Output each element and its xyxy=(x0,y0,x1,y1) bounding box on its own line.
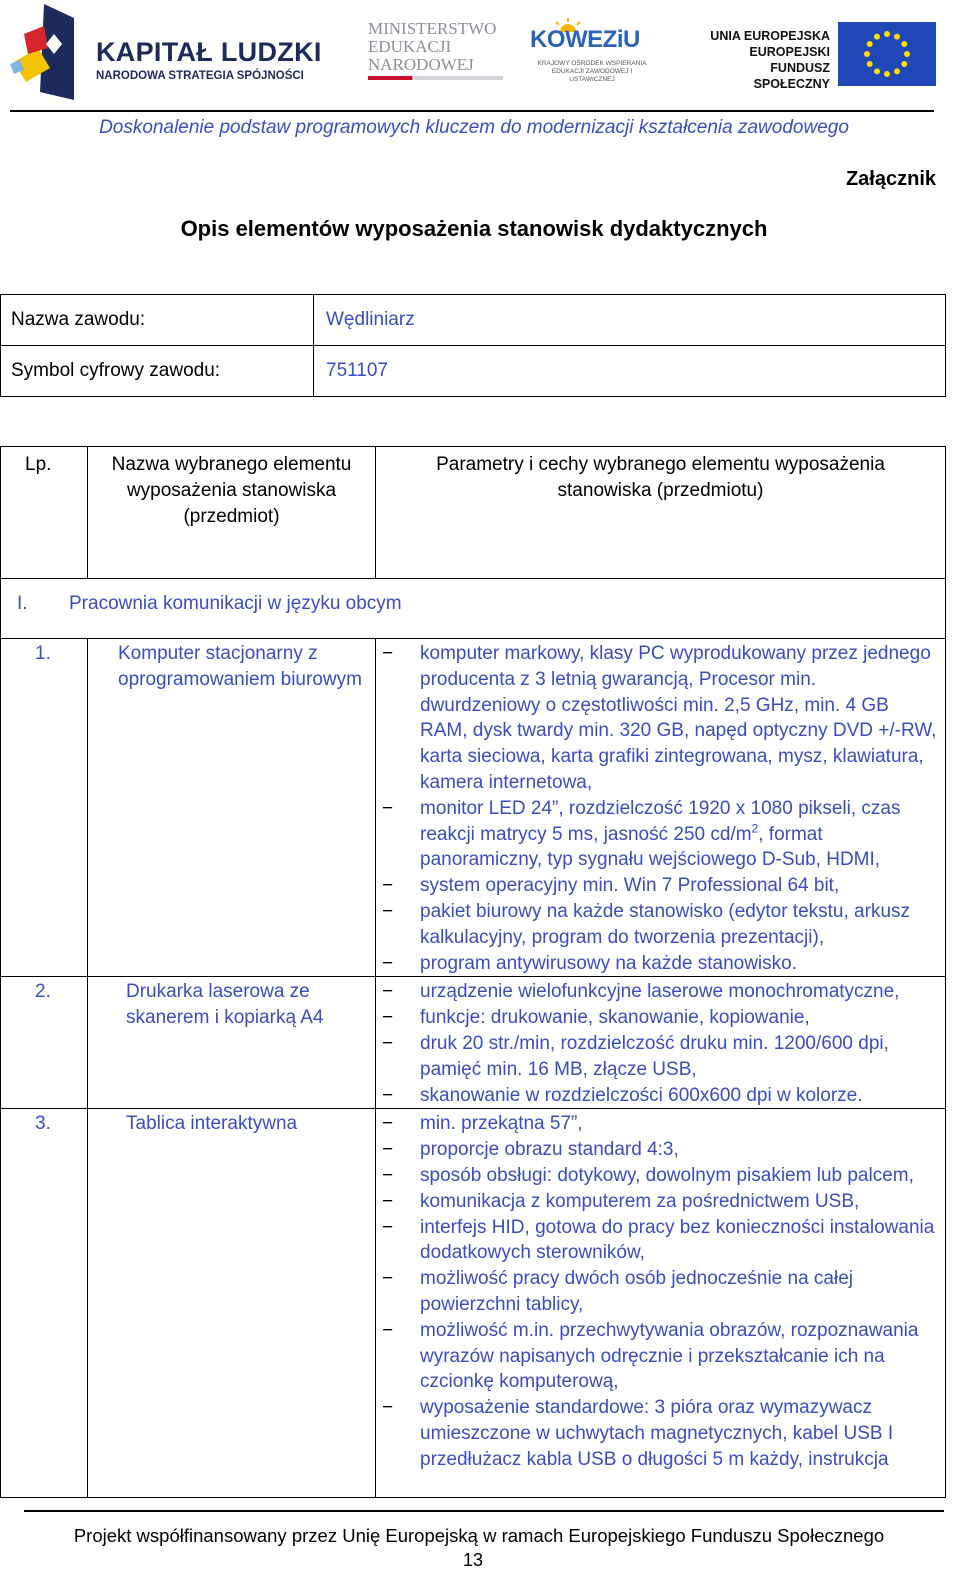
kapital-ludzki-subtitle: NARODOWA STRATEGIA SPÓJNOŚCI xyxy=(96,70,304,82)
header-name: Nazwa wybranego elementu wyposażenia stanowiska (przedmiot) xyxy=(88,447,376,579)
eu-star-icon xyxy=(894,68,900,74)
koweziu-subtitle: KRAJOWY OŚRODEK WSPIERANIA EDUKACJI ZAWODOWEJ I USTAWICZNEJ xyxy=(537,60,647,83)
param-item: − pakiet biurowy na każde stanowisko (edytor tekstu, arkusz kalkulacyjny, program do tworzenia prezentacji), xyxy=(376,899,937,951)
row-name: Tablica interaktywna xyxy=(88,1109,376,1498)
param-item: − interfejs HID, gotowa do pracy bez konieczności instalowania dodatkowych sterowników, xyxy=(376,1215,937,1267)
eu-star-icon xyxy=(874,34,880,40)
param-item: − wyposażenie standardowe: 3 pióra oraz wymazywacz umieszczone w uchwytach magnetycznych, kabel USB I przedłużacz kabla USB o długości 5 m każdy, instrukcja xyxy=(376,1395,937,1472)
header-params: Parametry i cechy wybranego elementu wyposażenia stanowiska (przedmiotu) xyxy=(376,447,946,579)
eu-star-icon xyxy=(901,41,907,47)
param-item: − system operacyjny min. Win 7 Professional 64 bit, xyxy=(376,873,937,899)
param-item: − proporcje obrazu standard 4:3, xyxy=(376,1137,937,1163)
table-header-row xyxy=(1,447,946,579)
section-title: Pracownia komunikacji w języku obcym xyxy=(69,593,402,614)
page-number: 13 xyxy=(462,1550,484,1570)
eu-star-icon xyxy=(867,41,873,47)
param-item: − komputer markowy, klasy PC wyprodukowany przez jednego producenta z 3 letnią gwarancją, Procesor min. dwurdzeniowy o częstotliwości min. 2,5 GHz, min. 4 GB RAM, dysk twardy min. 320 GB, napęd optyczny DVD +/-RW, karta sieciowa, karta grafiki zintegrowana, mysz, klawiatura, kamera internetowa, xyxy=(376,641,937,796)
section-cell xyxy=(1,579,946,639)
profession-label: Nazwa zawodu: xyxy=(1,295,314,346)
kapital-ludzki-emblem-icon xyxy=(10,4,74,100)
row-name: Drukarka laserowa ze skanerem i kopiarką A4 xyxy=(88,977,376,1109)
header-lp: Lp. xyxy=(1,447,88,579)
eu-line-1: UNIA EUROPEJSKA xyxy=(710,29,830,43)
symbol-row xyxy=(1,346,946,397)
project-subtitle: Doskonalenie podstaw programowych kluczem do modernizacji kształcenia zawodowego xyxy=(99,117,849,138)
kapital-ludzki-logo xyxy=(10,4,322,100)
param-item: − urządzenie wielofunkcyjne laserowe monochromatyczne, xyxy=(376,979,937,1005)
eu-flag-icon xyxy=(838,22,936,86)
koweziu-logo xyxy=(524,18,654,84)
eu-star-icon xyxy=(884,31,890,37)
eu-text xyxy=(702,28,830,92)
param-item: − sposób obsługi: dotykowy, dowolnym pisakiem lub palcem, xyxy=(376,1163,937,1189)
men-flag-bar xyxy=(368,76,503,80)
section-number: I. xyxy=(17,593,28,614)
koweziu-title: KOWEZiU xyxy=(530,26,640,53)
row-params xyxy=(376,639,946,977)
param-text-tail: , format panoramiczny, typ sygnału wejściowego D-Sub, HDMI, xyxy=(420,823,881,871)
eu-star-icon xyxy=(904,51,910,57)
eu-star-icon xyxy=(884,71,890,77)
param-text: monitor LED 24”, rozdzielczość 1920 x 1080 pikseli, czas reakcji matrycy 5 ms, jasność 250 cd/m xyxy=(420,797,901,845)
param-superscript: 2 xyxy=(751,821,759,836)
param-item: − min. przekątna 57”, xyxy=(376,1111,937,1137)
symbol-label: Symbol cyfrowy zawodu: xyxy=(1,346,314,397)
params-list xyxy=(376,1111,937,1472)
row-lp: 2. xyxy=(1,977,88,1109)
row-params xyxy=(376,1109,946,1498)
annex-label: Załącznik xyxy=(845,168,936,190)
kapital-ludzki-title: KAPITAŁ LUDZKI xyxy=(96,37,322,67)
param-item: − możliwość m.in. przechwytywania obrazów, rozpoznawania wyrazów napisanych odręcznie i przekształcanie ich na czcionkę komputerową, xyxy=(376,1318,937,1395)
eu-logo xyxy=(702,22,952,92)
table-row xyxy=(1,1109,946,1498)
eu-star-icon xyxy=(874,68,880,74)
param-item: − program antywirusowy na każde stanowisko. xyxy=(376,951,937,977)
eu-line-3: FUNDUSZ SPOŁECZNY xyxy=(753,61,830,91)
equipment-table xyxy=(0,446,946,1498)
row-lp: 3. xyxy=(1,1109,88,1498)
row-lp: 1. xyxy=(1,639,88,977)
footer-text: Projekt współfinansowany przez Unię Europejską w ramach Europejskiego Funduszu Społecznego xyxy=(73,1525,885,1546)
document-title: Opis elementów wyposażenia stanowisk dydaktycznych xyxy=(180,216,768,241)
param-item: − funkcje: drukowanie, skanowanie, kopiowanie, xyxy=(376,1005,937,1031)
param-item: − druk 20 str./min, rozdzielczość druku min. 1200/600 dpi, pamięć min. 16 MB, złącze USB, xyxy=(376,1031,937,1083)
men-line-2: EDUKACJI xyxy=(368,37,452,56)
eu-star-icon xyxy=(901,61,907,67)
row-params xyxy=(376,977,946,1109)
param-item: − możliwość pracy dwóch osób jednocześnie na całej powierzchni tablicy, xyxy=(376,1266,937,1318)
eu-star-icon xyxy=(864,51,870,57)
footer-divider xyxy=(24,1510,944,1512)
eu-star-icon xyxy=(867,61,873,67)
param-item: − komunikacja z komputerem za pośrednictwem USB, xyxy=(376,1189,937,1215)
eu-star-icon xyxy=(894,34,900,40)
profession-value: Wędliniarz xyxy=(314,295,946,346)
params-list xyxy=(376,641,937,976)
param-item xyxy=(376,796,937,873)
men-line-3: NARODOWEJ xyxy=(368,55,474,74)
profession-info-table xyxy=(0,294,946,397)
symbol-value: 751107 xyxy=(314,346,946,397)
header-logos xyxy=(0,0,960,105)
profession-row xyxy=(1,295,946,346)
table-row xyxy=(1,639,946,977)
table-row xyxy=(1,977,946,1109)
row-name: Komputer stacjonarny z oprogramowaniem biurowym xyxy=(88,639,376,977)
params-list xyxy=(376,979,937,1108)
men-line-1: MINISTERSTWO xyxy=(368,19,497,38)
eu-line-2: EUROPEJSKI xyxy=(749,45,830,59)
header-divider xyxy=(10,110,934,112)
param-item: − skanowanie w rozdzielczości 600x600 dpi w kolorze. xyxy=(376,1083,937,1109)
men-logo xyxy=(368,20,518,90)
section-row xyxy=(1,579,946,639)
